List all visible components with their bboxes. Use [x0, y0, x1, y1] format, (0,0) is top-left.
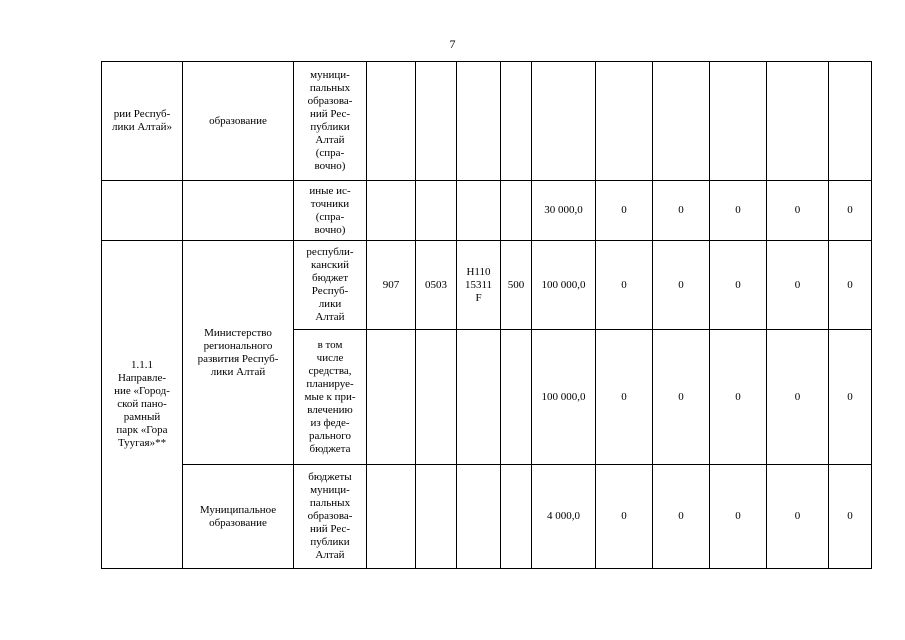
measure-cell — [102, 62, 183, 181]
text-line: Алтай — [315, 134, 345, 146]
funding-source-text — [294, 246, 366, 324]
value-cell: 0 — [596, 241, 653, 330]
text-line: ние «Город- — [114, 385, 170, 397]
csr-cell — [457, 465, 501, 569]
grbs-cell — [367, 62, 416, 181]
rzpr-cell — [416, 465, 457, 569]
csr-cell — [457, 241, 501, 330]
text-line: пальных — [309, 497, 351, 509]
value-cell: 0 — [829, 330, 872, 465]
text-line: средства, — [308, 364, 352, 377]
text-line: в том — [317, 338, 343, 351]
funding-source-text — [294, 69, 366, 173]
measure-text — [102, 108, 182, 134]
text-line: образова- — [307, 510, 353, 522]
value-cell: 0 — [829, 181, 872, 241]
table-row — [102, 181, 872, 241]
text-line: парк «Гора — [116, 424, 168, 436]
funding-source-text — [294, 471, 366, 562]
value-cell: 0 — [596, 330, 653, 465]
text-line: Респуб- — [311, 285, 349, 297]
funding-source-cell — [294, 330, 367, 465]
value-cell — [596, 62, 653, 181]
funding-source-cell — [294, 181, 367, 241]
text-line: вочно) — [314, 160, 346, 172]
value-cell: 0 — [653, 330, 710, 465]
text-line: публики — [310, 536, 350, 548]
text-line: точники — [310, 197, 350, 210]
funding-source-cell — [294, 241, 367, 330]
text-line: мые к при- — [304, 390, 356, 403]
value-cell: 0 — [767, 465, 829, 569]
text-line: (спра- — [315, 210, 345, 223]
grbs-cell: 907 — [367, 241, 416, 330]
text-line: иные ис- — [309, 184, 351, 197]
text-line: канский — [311, 259, 349, 271]
grbs-cell — [367, 181, 416, 241]
vr-cell — [501, 181, 532, 241]
text-line: рамный — [123, 411, 161, 423]
value-cell: 0 — [653, 241, 710, 330]
value-cell: 0 — [829, 241, 872, 330]
text-line: бюджет — [312, 272, 348, 284]
value-cell: 0 — [767, 181, 829, 241]
text-line: пальных — [309, 82, 351, 94]
rzpr-cell — [416, 62, 457, 181]
measure-cell — [102, 181, 183, 241]
executor-cell — [183, 62, 294, 181]
vr-cell — [501, 465, 532, 569]
text-line: Министерство — [204, 326, 272, 339]
vr-cell: 500 — [501, 241, 532, 330]
value-cell: 0 — [767, 330, 829, 465]
text-line: бюджеты — [308, 471, 352, 483]
text-line: Алтай — [315, 311, 345, 323]
page-number: 7 — [449, 37, 456, 51]
text-line: образова- — [307, 95, 353, 107]
budget-table — [101, 61, 872, 569]
value-cell: 0 — [710, 241, 767, 330]
grbs-cell — [367, 330, 416, 465]
csr-cell — [457, 181, 501, 241]
text-line: числе — [316, 351, 344, 364]
text-line: Муниципальное — [199, 503, 277, 516]
executor-cell — [183, 181, 294, 241]
measure-text — [102, 359, 182, 450]
value-cell: 0 — [710, 330, 767, 465]
value-cell: 0 — [767, 241, 829, 330]
value-cell: 0 — [829, 465, 872, 569]
value-cell — [710, 62, 767, 181]
csr-cell — [457, 62, 501, 181]
text-line: из феде- — [310, 416, 350, 429]
executor-cell — [183, 465, 294, 569]
text-line: Направле- — [117, 372, 167, 384]
csr-cell — [457, 330, 501, 465]
grbs-cell — [367, 465, 416, 569]
funding-source-cell — [294, 62, 367, 181]
text-line: рального — [308, 429, 352, 442]
text-line: ской пано- — [117, 398, 167, 410]
table-row — [102, 241, 872, 330]
value-cell: 0 — [710, 465, 767, 569]
text-line: республи- — [306, 246, 354, 258]
vr-cell — [501, 62, 532, 181]
value-cell — [767, 62, 829, 181]
value-cell: 100 000,0 — [532, 241, 596, 330]
executor-cell — [183, 241, 294, 465]
text-line: Туугая»** — [117, 437, 167, 449]
text-line: лики Алтай» — [111, 121, 172, 133]
text-line: развития Респуб- — [197, 352, 279, 365]
funding-source-cell — [294, 465, 367, 569]
funding-source-text — [294, 339, 366, 456]
text-line: 1.1.1 — [131, 359, 153, 371]
text-line: (спра- — [315, 147, 345, 159]
measure-cell — [102, 241, 183, 569]
text-line: F — [475, 291, 482, 304]
value-cell — [653, 62, 710, 181]
rzpr-cell — [416, 330, 457, 465]
rzpr-cell — [416, 181, 457, 241]
text-line: планируе- — [306, 377, 354, 390]
value-cell: 0 — [710, 181, 767, 241]
text-line: лики — [318, 298, 342, 310]
text-line: образование — [209, 516, 267, 529]
text-line: ний Рес- — [309, 108, 351, 120]
text-line: муници- — [310, 484, 350, 496]
text-line: Алтай — [315, 549, 345, 561]
value-cell: 0 — [596, 465, 653, 569]
text-line: Н110 — [466, 265, 491, 278]
table-row — [102, 62, 872, 181]
value-cell — [532, 62, 596, 181]
text-line: 15311 — [464, 278, 493, 291]
text-line: муници- — [310, 69, 350, 81]
text-line: влечению — [307, 403, 353, 416]
text-line: лики Алтай — [210, 365, 266, 378]
rzpr-cell: 0503 — [416, 241, 457, 330]
value-cell: 0 — [653, 181, 710, 241]
value-cell — [829, 62, 872, 181]
table-row — [102, 465, 872, 569]
vr-cell — [501, 330, 532, 465]
text-line: ний Рес- — [309, 523, 351, 535]
value-cell: 0 — [653, 465, 710, 569]
value-cell: 30 000,0 — [532, 181, 596, 241]
executor-text — [183, 327, 293, 379]
executor-text — [183, 115, 293, 128]
text-line: образование — [209, 114, 267, 127]
funding-source-text — [294, 185, 366, 237]
text-line: регионального — [203, 339, 273, 352]
value-cell: 4 000,0 — [532, 465, 596, 569]
value-cell: 100 000,0 — [532, 330, 596, 465]
executor-text — [183, 504, 293, 530]
text-line: рии Респуб- — [113, 108, 171, 120]
text-line: публики — [310, 121, 350, 133]
value-cell: 0 — [596, 181, 653, 241]
text-line: бюджета — [309, 442, 351, 455]
text-line: вочно) — [314, 223, 346, 236]
